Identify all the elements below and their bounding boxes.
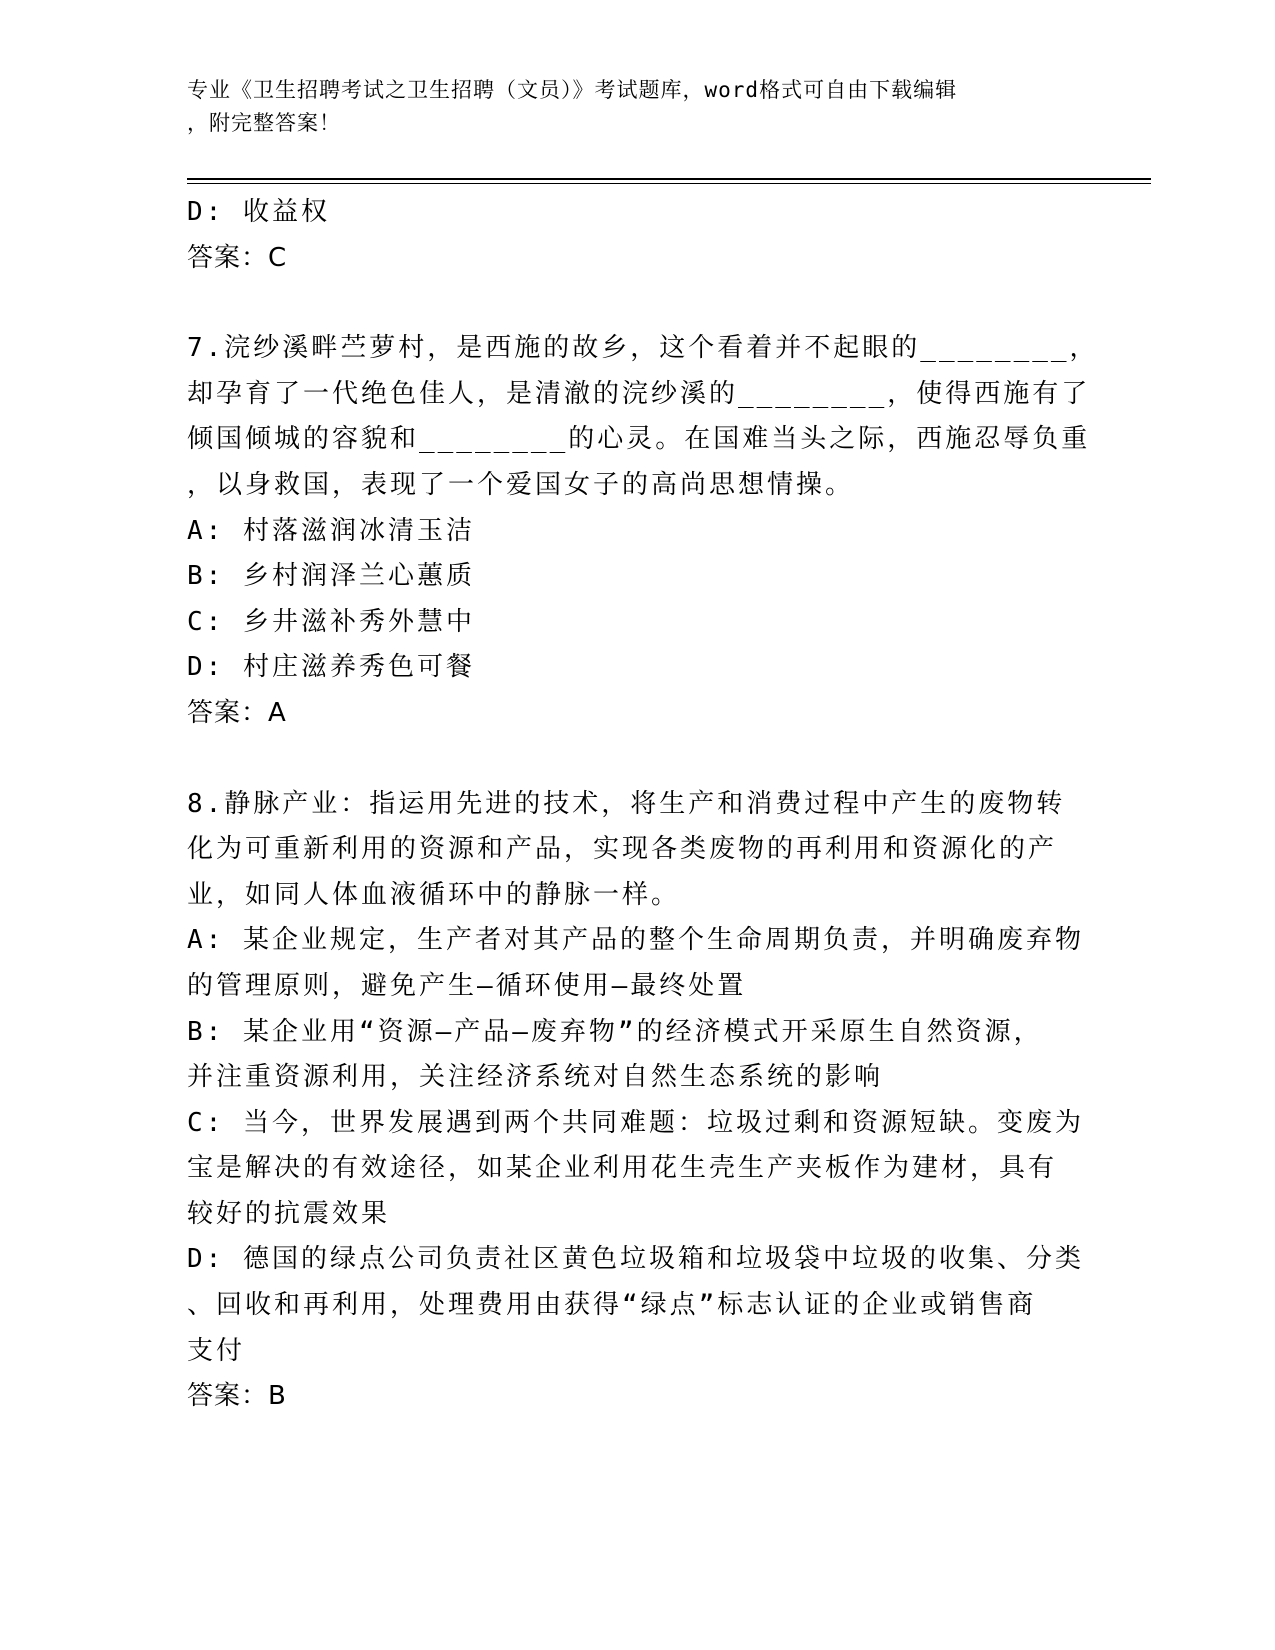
option-line: D: 德国的绿点公司负责社区黄色垃圾箱和垃圾袋中垃圾的收集、分类 xyxy=(187,1244,1084,1275)
prev-option-d: D: 收益权 xyxy=(187,197,330,227)
option-line: 支付 xyxy=(187,1335,246,1366)
question-7-option-b: B: 乡村润泽兰心蕙质 xyxy=(187,561,475,592)
option-line: 、回收和再利用，处理费用由获得“绿点”标志认证的企业或销售商 xyxy=(187,1290,1037,1321)
header-divider xyxy=(187,178,1151,184)
option-line: C: 当今，世界发展遇到两个共同难题：垃圾过剩和资源短缺。变废为 xyxy=(187,1107,1084,1138)
prev-answer: 答案：C xyxy=(187,242,288,273)
option-line: A: 某企业规定，生产者对其产品的整个生命周期负责，并明确废弃物 xyxy=(187,925,1084,956)
question-8-option-a xyxy=(187,918,1084,1009)
question-7-answer: 答案：A xyxy=(187,697,287,728)
option-line: 并注重资源利用，关注经济系统对自然生态系统的影响 xyxy=(187,1062,884,1093)
question-7-option-a: A: 村落滋润冰清玉洁 xyxy=(187,515,475,546)
question-8-text-line: 业，如同人体血液循环中的静脉一样。 xyxy=(187,879,681,910)
option-line: B: 某企业用“资源—产品—废弃物”的经济模式开采原生自然资源， xyxy=(187,1016,1043,1047)
question-8-option-c xyxy=(187,1101,1084,1238)
question-8-option-d xyxy=(187,1237,1084,1374)
header-line-2: ，附完整答案！ xyxy=(187,111,341,135)
question-7-option-d: D: 村庄滋养秀色可餐 xyxy=(187,652,475,683)
question-7 xyxy=(187,326,1099,736)
document-body xyxy=(187,190,1099,1420)
question-8-option-b xyxy=(187,1010,1077,1101)
spacer xyxy=(187,737,1077,782)
header-line-1: 专业《卫生招聘考试之卫生招聘（文员）》考试题库，word格式可自由下载编辑 xyxy=(187,78,958,102)
option-line: 的管理原则，避免产生—循环使用—最终处置 xyxy=(187,970,747,1001)
question-7-text-line: 倾国倾城的容貌和________的心灵。在国难当头之际，西施忍辱负重 xyxy=(187,424,1091,455)
question-8-text-line: 8.静脉产业：指运用先进的技术，将生产和消费过程中产生的废物转 xyxy=(187,788,1066,819)
option-line: 较好的抗震效果 xyxy=(187,1198,391,1229)
option-line: 宝是解决的有效途径，如某企业利用花生壳生产夹板作为建材，具有 xyxy=(187,1153,1058,1184)
question-7-option-c: C: 乡井滋补秀外慧中 xyxy=(187,606,475,637)
question-7-text-line: 7.浣纱溪畔苎萝村，是西施的故乡，这个看着并不起眼的________， xyxy=(187,333,1099,364)
question-8-answer: 答案：B xyxy=(187,1381,287,1412)
spacer xyxy=(187,281,1077,326)
question-8-text-line: 化为可重新利用的资源和产品，实现各类废物的再利用和资源化的产 xyxy=(187,834,1058,865)
question-8 xyxy=(187,782,1084,1420)
question-7-text-line: 却孕育了一代绝色佳人，是清澈的浣纱溪的________，使得西施有了 xyxy=(187,378,1091,409)
page-header xyxy=(187,74,1087,140)
question-7-text-line: ，以身救国，表现了一个爱国女子的高尚思想情操。 xyxy=(187,469,855,500)
